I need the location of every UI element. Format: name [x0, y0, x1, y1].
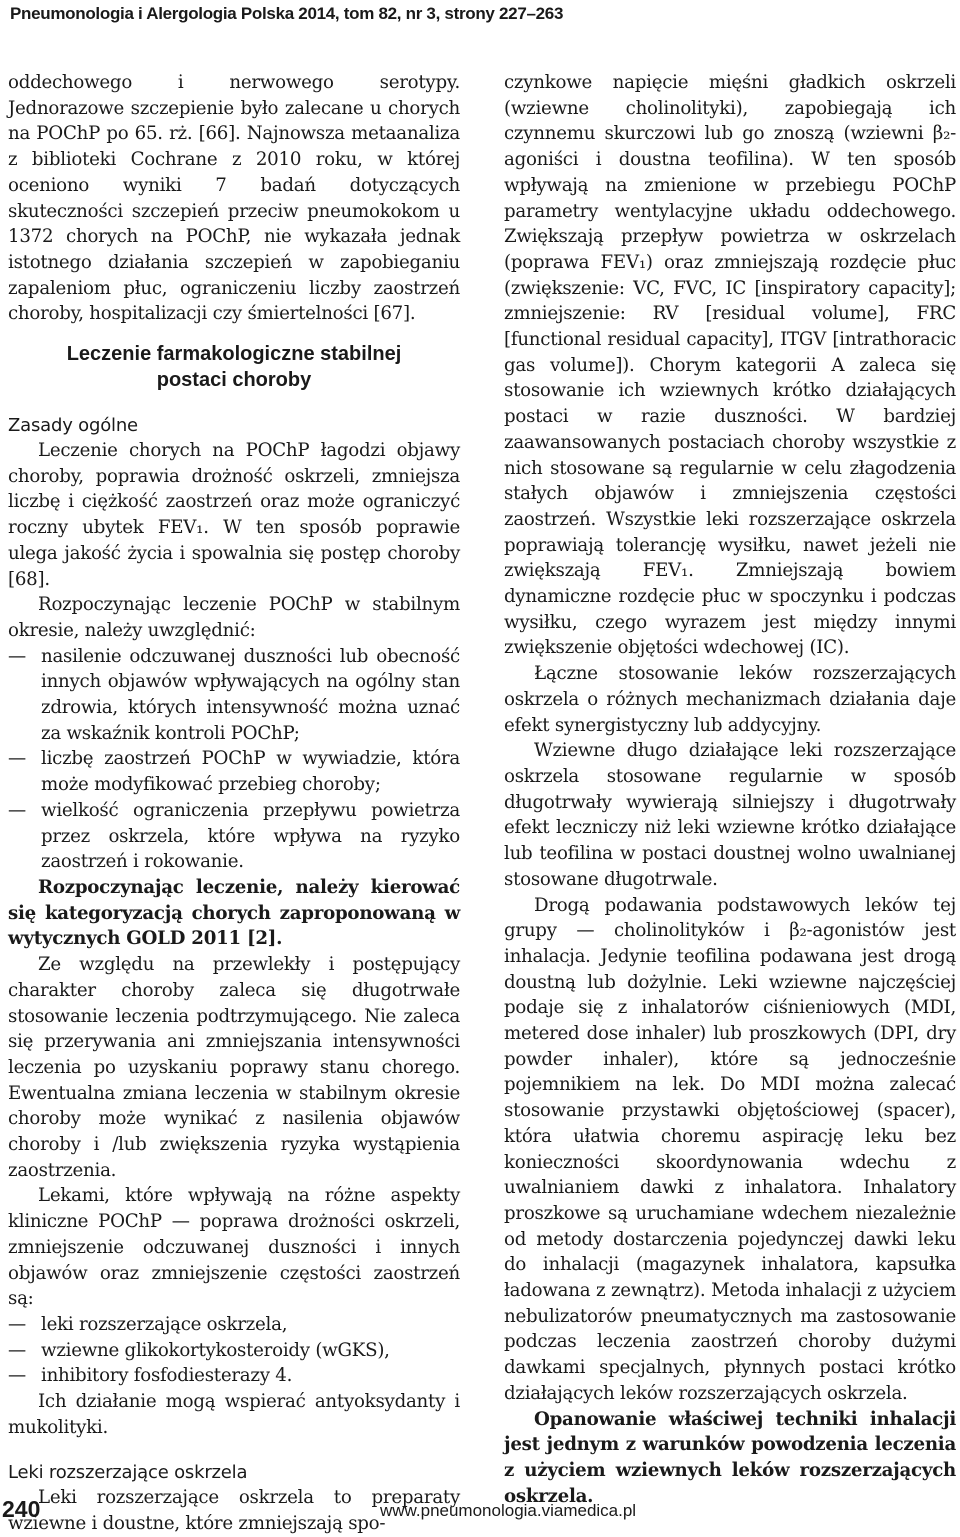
paragraph-inhalation-technique: Opanowanie właściwej techniki inhalacji jest jednym z warunków powodzenia leczenia z użyciem wziewnych leków rozszerzających oskrzela.	[504, 1408, 956, 1507]
section-title-line-1: Leczenie farmakologiczne stabilnej	[66, 343, 402, 366]
paragraph-bronchodilators-intro: Leki rozszerzające oskrzela to preparaty wziewne i doustne, które zmniejszają spo-	[8, 1487, 460, 1535]
list-item: — leki rozszerzające oskrzela,	[8, 1312, 460, 1338]
list-item: — nasilenie odczuwanej duszności lub obecność innych objawów wpływających na ogólny stan zdrowia, których intensywność można uznać za wskaźnik kontroli POChP;	[8, 644, 460, 747]
paragraph-drug-classes: Lekami, które wpływają na różne aspekty kliniczne POChP — poprawa drożności oskrzeli, zmniejszenie odczuwanej duszności i innych objawów oraz zmniejszenie częstości zaostrzeń są:	[8, 1185, 460, 1310]
list-item: — wziewne glikokortykosteroidy (wGKS),	[8, 1338, 460, 1364]
paragraph-maintenance: Ze względu na przewlekły i postępujący charakter choroby zaleca się długotrwałe stosowanie leczenia podtrzymującego. Nie zaleca się przerywania ani zmniejszania intensywności leczenia po uzyskaniu poprawy stanu chorego. Ewentualna zmiana leczenia w stabilnym okresie choroby może wynikać z nasilenia objawów choroby i /lub zwiększenia ryzyka wystąpienia zaostrzenia.	[8, 954, 460, 1181]
paragraph-antioxidants: Ich działanie mogą wspierać antyoksydanty i mukolityki.	[8, 1391, 460, 1438]
paragraph-combination: Łączne stosowanie leków rozszerzających oskrzela o różnych mechanizmach działania daje efekt synergistyczny lub addycyjny.	[504, 663, 956, 736]
section-title	[8, 341, 460, 393]
subheading-bronchodilators: Leki rozszerzające oskrzela	[8, 1462, 248, 1484]
paragraph-inhalation-route: Drogą podawania podstawowych leków tej grupy — cholinolityków i β₂-agonistów jest inhalacja. Jedynie teofilina podawana jest drogą doustną lub dożylnie. Leki wziewne najczęściej podaje się z inhalatorów ciśnieniowych (MDI, metered dose inhaler) lub proszkowych (DPI, dry powder inhaler), które są jednocześnie pojemnikiem na lek. Do MDI można zalecać stosowanie przystawki objętościowej (spacer), która ułatwia choremu aspirację leku bez konieczności skoordynowania wdechu z uwalnianiem dawki z inhalatora. Inhalatory proszkowe są uruchamiane wdechem niezależnie od metody dostarczenia pojedynczej dawki leku do inhalacji (magazynek inhalatora, kapsułka ładowana z zewnątrz). Metoda inhalacji z użyciem nebulizatorów pneumatycznych ma zastosowanie podczas leczenia zaostrzeń choroby dużymi dawkami specjalnych, płynnych postaci krótko działających leków rozszerzających oskrzela.	[504, 894, 956, 1404]
paragraph-long-acting: Wziewne długo działające leki rozszerzające oskrzela stosowane regularnie w sposób długotrwały wywierają silniejszy i długotrwały efekt leczniczy niż leki wziewne krótko działające lub teofilina w postaci doustnej wolno uwalnianej stosowane długotrwale.	[504, 740, 956, 890]
paragraph-gold-guidelines: Rozpoczynając leczenie, należy kierować się kategoryzacją chorych zaproponowaną w wytycznych GOLD 2011 [2].	[8, 876, 460, 950]
paragraph-vaccination: oddechowego i nerwowego serotypy. Jednorazowe szczepienie było zalecane u chorych na POChP po 65. rż. [66]. Najnowsza metaanaliza z biblioteki Cochrane z 2010 roku, w której oceniono wyniki 7 badań dotyczących skuteczności szczepień przeciw pneumokokom u 1372 chorych na POChP, nie wykazała jednak istotnego działania szczepień w zapobieganiu zapaleniom płuc, ograniczeniu liczby zaostrzeń choroby, hospitalizacji czy śmiertelności [67].	[8, 72, 460, 325]
left-column	[8, 70, 460, 1537]
journal-header: Pneumonologia i Alergologia Polska 2014, tom 82, nr 3, strony 227–263	[10, 4, 564, 23]
right-column	[504, 70, 956, 1509]
paragraph-mechanism: czynkowe napięcie mięśni gładkich oskrzeli (wziewne cholinolityki), zapobiegają ich czynnemu skurczowi lub go znoszą (wziewni β₂-agoniści i doustna teofilina). W ten sposób wpływają na zmienione w przebiegu POChP parametry wentylacyjne układu oddechowego. Zwiększają przepływ powietrza w oskrzelach (poprawa FEV₁) oraz zmniejszają rozdęcie płuc (zwiększenie: VC, FVC, IC [inspiratory capacity]; zmniejszenie: RV [residual volume], FRC [functional residual capacity], ITGV [intrathoracic gas volume]). Chorym kategorii A zaleca się stosowanie ich wziewnych krótko działających postaci w razie duszności. W bardziej zaawansowanych postaciach choroby wszystkie z nich stosowane są regularnie w celu złagodzenia stałych objawów i zmniejszenia częstości zaostrzeń. Wszystkie leki rozszerzające oskrzela poprawiają tolerancję wysiłku, nawet jeżeli nie zwiększają FEV₁. Zmniejszają bowiem dynamiczne rozdęcie płuc w spoczynku i podczas wysiłku, czego wyrazem jest między innymi zwiększenie objętości wdechowej (IC).	[504, 72, 956, 659]
list-item: — liczbę zaostrzeń POChP w wywiadzie, która może modyfikować przebieg choroby;	[8, 746, 460, 797]
drug-classes-list	[8, 1312, 460, 1389]
paragraph-treatment-effects: Leczenie chorych na POChP łagodzi objawy choroby, poprawia drożność oskrzeli, zmniejsza liczbę i ciężkość zaostrzeń oraz może ograniczyć roczny ubytek FEV₁. W ten sposób poprawie ulega jakość życia i spowalnia się postęp choroby [68].	[8, 440, 460, 590]
list-item: — inhibitory fosfodiesterazy 4.	[8, 1363, 460, 1389]
page-number: 240	[2, 1496, 41, 1522]
paragraph-starting-treatment: Rozpoczynając leczenie POChP w stabilnym okresie, należy uwzględnić:	[8, 594, 460, 641]
subheading-general-principles: Zasady ogólne	[8, 415, 138, 437]
considerations-list	[8, 644, 460, 875]
list-item: — wielkość ograniczenia przepływu powietrza przez oskrzela, które wpływa na ryzyko zaostrzeń i rokowanie.	[8, 798, 460, 875]
section-title-line-2: postaci choroby	[156, 369, 312, 392]
footer-url-link[interactable]: www.pneumonologia.viamedica.pl	[380, 1501, 637, 1520]
